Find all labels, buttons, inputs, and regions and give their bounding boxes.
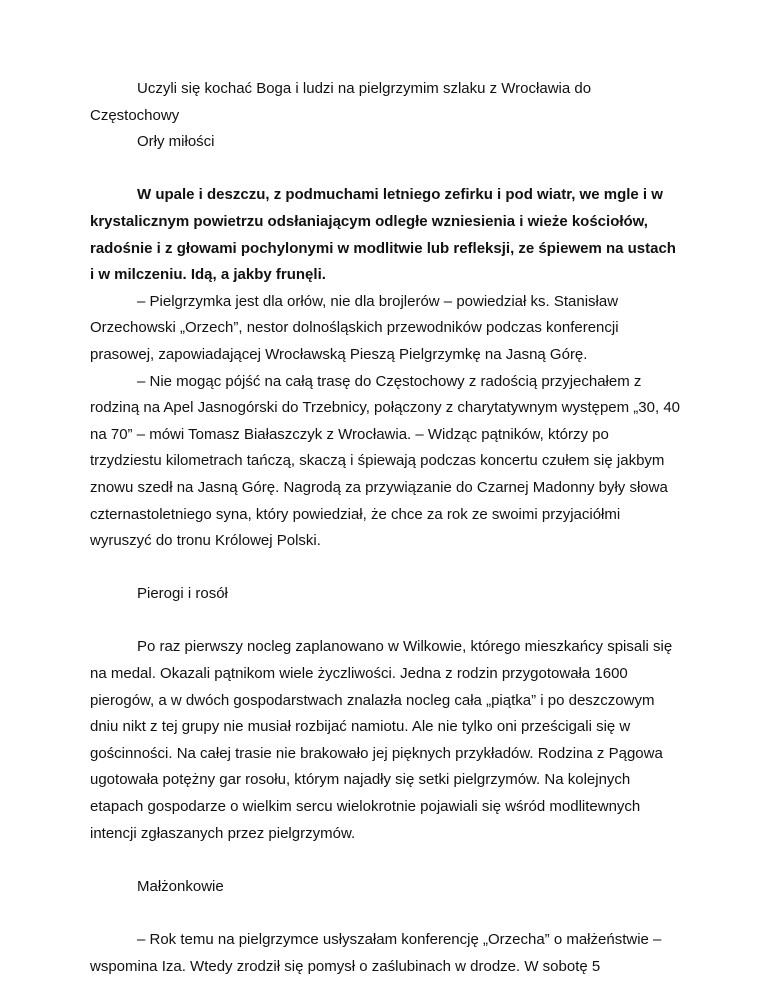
blank-line [90,156,680,183]
blank-line [90,900,680,927]
paragraph-orly: – Pielgrzymka jest dla orłów, nie dla brojlerów – powiedział ks. Stanisław Orzechowski „Orzech”, nestor dolnośląskich przewodników podczas konferencji prasowej, zapowiadającej Wrocławską Pieszą Pielgrzymkę na Jasną Górę. [90,292,619,363]
paragraph-apel: – Nie mogąc pójść na całą trasę do Częstochowy z radością przyjechałem z rodziną na Apel Jasnogórski do Trzebnicy, połączony z charytatywnym występem „30, 40 na 70” – mówi Tomasz Białaszczyk z Wrocławia. – Widząc pątników, którzy po trzydziestu kilometrach tańczą, skaczą i śpiewają podczas koncertu czułem się jakbym znowu szedł na Jasną Górę. Nagrodą za przywiązanie do Czarnej Madonny były słowa czternastoletniego syna, który powiedział, że chce za rok ze swoimi przyjaciółmi wyruszyć do tronu Królowej Polski. [90,372,681,550]
paragraph-wilkow: Po raz pierwszy nocleg zaplanowano w Wilkowie, którego mieszkańcy spisali się na medal. Okazali pątnikom wiele życzliwości. Jedna z rodzin przygotowała 1600 pierogów, a w dwóch gospodarstwach znalazła nocleg cała „piątka” i po deszczowym dniu nikt z tej grupy nie musiał rozbijać namiotu. Ale nie tylko oni prześcigali się w gościnności. Na całej trasie nie brakowało jej pięknych przykładów. Rodzina z Pągowa ugotowała potężny gar rosołu, którym najadły się setki pielgrzymów. Na kolejnych etapach gospodarze o wielkim sercu wielokrotnie pojawiali się wśród modlitewnych intencji zgłaszanych przez pielgrzymów. [90,638,673,842]
document-page [90,76,680,980]
paragraph-iza: – Rok temu na pielgrzymce usłyszałam konferencję „Orzecha” o małżeństwie – wspomina Iza. Wtedy zrodził się pomysł o zaślubinach w drodze. W sobotę 5 [90,931,662,975]
article-lead: W upale i deszczu, z podmuchami letniego zefirku i pod wiatr, we mgle i w krystalicznym powietrzu odsłaniającym odległe wzniesienia i wieże kościołów, radośnie i z głowami pochylonymi w modlitwie lub refleksji, ze śpiewem na ustach i w milczeniu. Idą, a jakby frunęli. [90,186,676,284]
blank-line [90,847,680,874]
section-heading-pierogi: Pierogi i rosół [137,585,228,603]
article-subtitle: Orły miłości [137,133,215,151]
blank-line [90,555,680,582]
article-title-line: Uczyli się kochać Boga i ludzi na pielgrzymim szlaku z Wrocławia do Częstochowy [90,80,592,124]
blank-line [90,608,680,635]
section-heading-malzonkowie: Małżonkowie [137,877,224,895]
